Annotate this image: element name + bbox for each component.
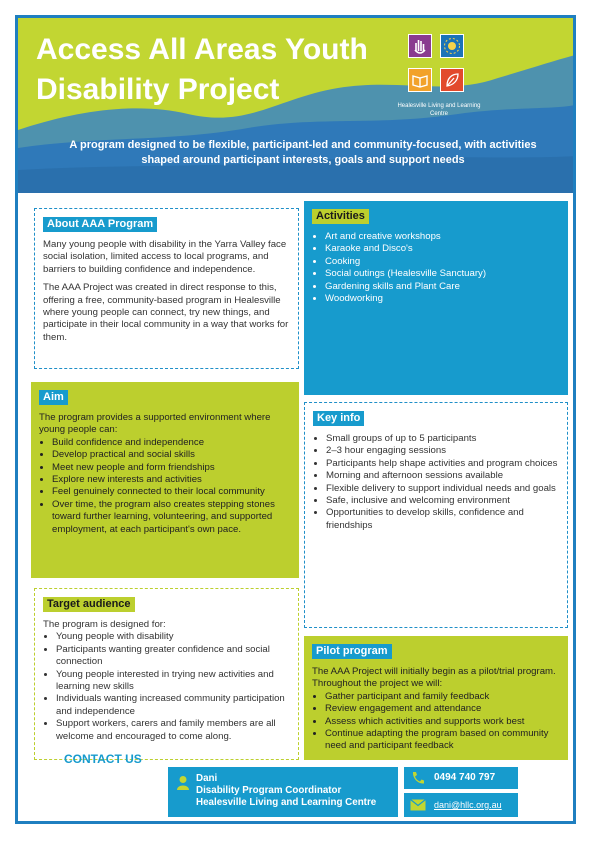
- person-icon: [176, 775, 190, 791]
- contact-role: Disability Program Coordinator: [196, 785, 342, 796]
- book-icon: [408, 68, 432, 92]
- email-link[interactable]: dani@hllc.org.au: [434, 800, 502, 810]
- phone-card[interactable]: [404, 767, 518, 789]
- tagline: A program designed to be flexible, participant-led and community-focused, with activities shaped around participant interests, goals and support needs: [69, 139, 537, 166]
- list-item: • Explore new interests and activities: [52, 474, 291, 486]
- key-info-heading: Key info: [313, 411, 364, 426]
- list-item: • Participants wanting greater confidence and social connection: [56, 644, 290, 669]
- list-item: • Develop practical and social skills: [52, 449, 291, 461]
- activities-list: [312, 231, 560, 305]
- list-item: • Opportunities to develop skills, confidence and friendships: [326, 507, 559, 532]
- sun-icon: [440, 34, 464, 58]
- list-item: • Participants help shape activities and program choices: [326, 458, 559, 470]
- target-audience-section: [34, 588, 299, 760]
- about-heading: About AAA Program: [43, 217, 157, 232]
- list-item: • Social outings (Healesville Sanctuary): [325, 268, 560, 280]
- list-item: • Meet new people and form friendships: [52, 462, 291, 474]
- list-item: • Cooking: [325, 256, 560, 268]
- target-list: [43, 631, 290, 743]
- list-item: • Gardening skills and Plant Care: [325, 281, 560, 293]
- page-frame: [15, 15, 576, 824]
- list-item: • Woodworking: [325, 293, 560, 305]
- list-item: • Assess which activities and supports work best: [325, 716, 560, 728]
- list-item: • Morning and afternoon sessions available: [326, 470, 559, 482]
- list-item: • Continue adapting the program based on community need and participant feedback: [325, 728, 560, 753]
- logo-caption: Healesville Living and Learning Centre: [397, 103, 481, 117]
- email-icon: [410, 799, 426, 811]
- list-item: • Build confidence and independence: [52, 437, 291, 449]
- list-item: • Gather participant and family feedback: [325, 691, 560, 703]
- list-item: • Feel genuinely connected to their local community: [52, 486, 291, 498]
- aim-section: [31, 382, 299, 578]
- pilot-list: [312, 691, 560, 753]
- header-banner: [18, 18, 576, 193]
- aim-list: [39, 437, 291, 536]
- contact-name: Dani: [196, 773, 218, 784]
- target-heading: Target audience: [43, 597, 135, 612]
- aim-heading: Aim: [39, 390, 68, 405]
- list-item: • Art and creative workshops: [325, 231, 560, 243]
- about-section: [34, 208, 299, 369]
- activities-section: [304, 201, 568, 395]
- aim-intro: The program provides a supported environment where young people can:: [39, 412, 271, 436]
- pilot-program-section: [304, 636, 568, 760]
- contact-us-label: CONTACT US: [64, 752, 142, 766]
- list-item: • Young people interested in trying new activities and learning new skills: [56, 669, 290, 694]
- key-info-section: [304, 402, 568, 628]
- activities-heading: Activities: [312, 209, 369, 224]
- page-title: Access All Areas Youth Disability Project: [36, 33, 368, 106]
- list-item: • Over time, the program also creates stepping stones toward further learning, volunteering, and supported employment, at each participant's own pace.: [52, 499, 291, 536]
- list-item: • 2–3 hour engaging sessions: [326, 445, 559, 457]
- contact-org: Healesville Living and Learning Centre: [196, 797, 377, 808]
- list-item: • Flexible delivery to support individual needs and goals: [326, 483, 559, 495]
- list-item: • Individuals wanting increased community participation and independence: [56, 693, 290, 718]
- list-item: • Small groups of up to 5 participants: [326, 433, 559, 445]
- about-paragraph: Many young people with disability in the Yarra Valley face social isolation, limited access to local programs, and barriers to building confidence and independence.: [43, 239, 287, 275]
- list-item: • Young people with disability: [56, 631, 290, 643]
- email-card[interactable]: [404, 793, 518, 817]
- phone-icon: [410, 770, 426, 786]
- pilot-heading: Pilot program: [312, 644, 392, 659]
- contact-person-card: [168, 767, 398, 817]
- pilot-intro: The AAA Project will initially begin as a pilot/trial program. Throughout the project we will:: [312, 666, 556, 690]
- leaf-icon: [440, 68, 464, 92]
- key-info-list: [313, 433, 559, 532]
- target-intro: The program is designed for:: [43, 619, 166, 630]
- phone-number[interactable]: 0494 740 797: [434, 772, 496, 783]
- hand-icon: [408, 34, 432, 58]
- list-item: • Safe, inclusive and welcoming environment: [326, 495, 559, 507]
- about-paragraph: The AAA Project was created in direct response to this, offering a free, community-based program in Healesville where young people can connect, try new things, and participate in their local community in a way that works for them.: [43, 282, 289, 343]
- list-item: • Review engagement and attendance: [325, 703, 560, 715]
- list-item: • Karaoke and Disco's: [325, 243, 560, 255]
- list-item: • Support workers, carers and family members are all welcome and encouraged to come along.: [56, 718, 290, 743]
